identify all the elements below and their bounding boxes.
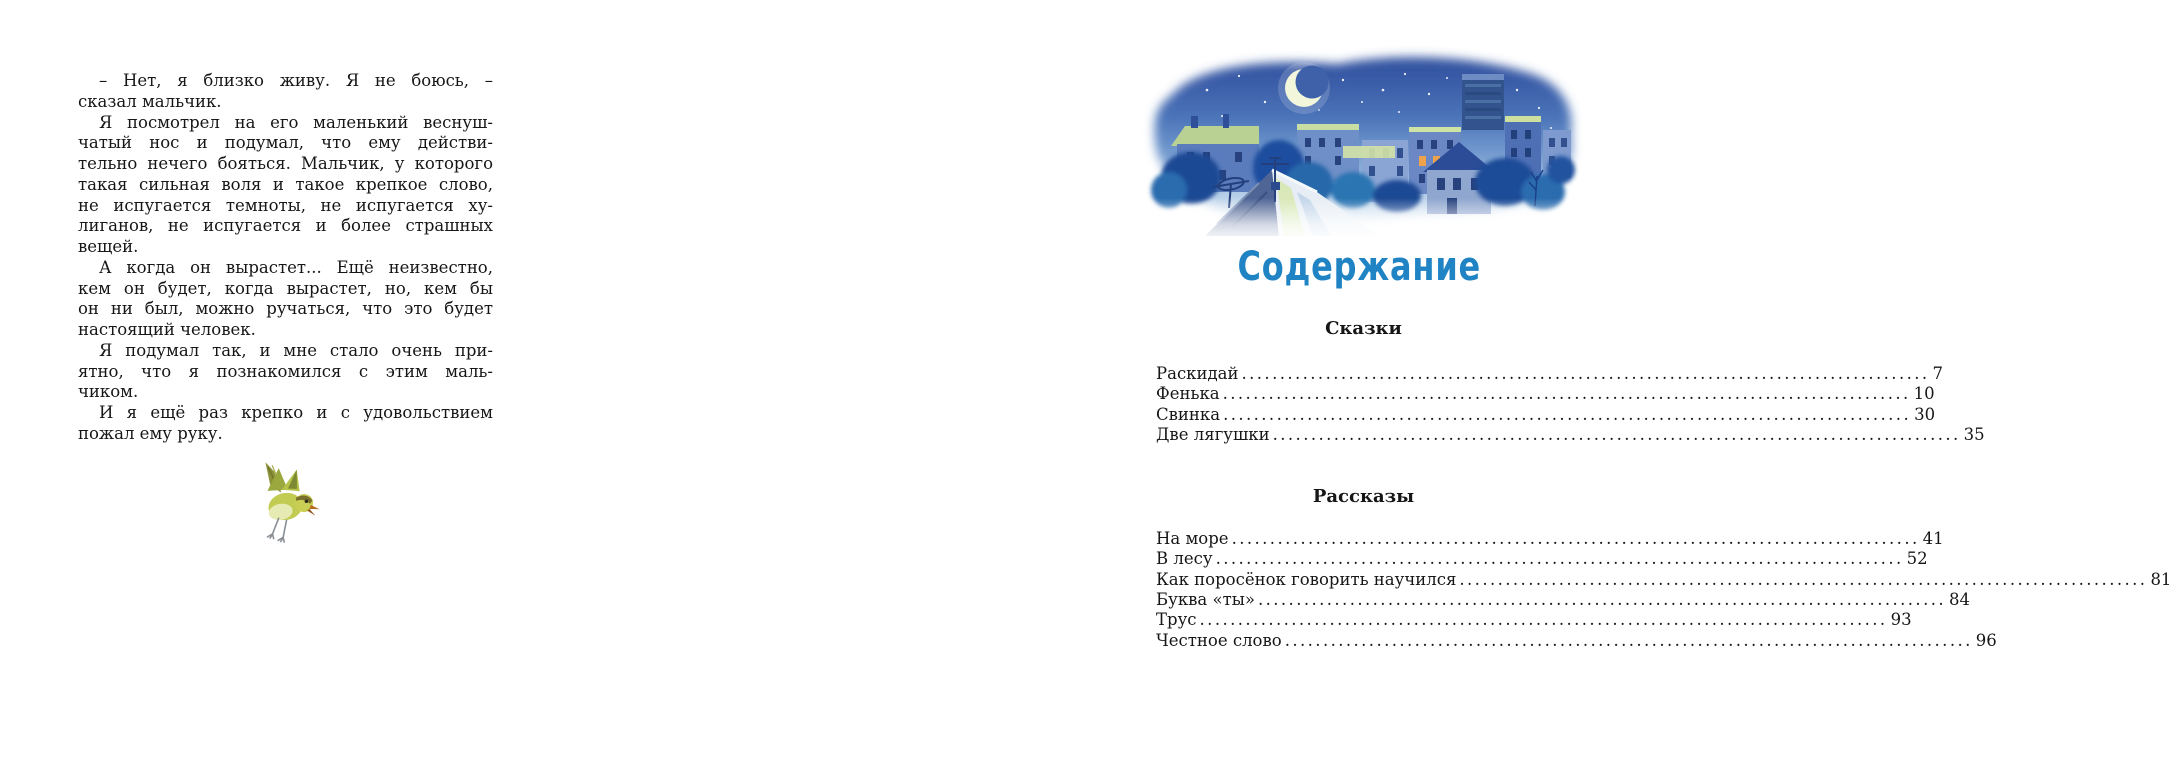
dot-leader (1200, 610, 1888, 630)
text-line: И я ещё раз крепко и с удовольствием (99, 403, 493, 422)
entry-title: Две лягушки (1156, 424, 1270, 444)
entry-title: Честное слово (1156, 630, 1282, 650)
entry-page-number: 96 (1975, 630, 1997, 650)
entry-title: Раскидай (1156, 364, 1239, 383)
text-line: кем он будет, когда вырастет, но, кем бы (78, 278, 493, 298)
toc-entry (1156, 529, 1944, 549)
right-page (549, 0, 2171, 783)
tower-building (1462, 74, 1504, 130)
moon (1278, 62, 1330, 114)
table-of-contents (1156, 318, 2171, 651)
bottom-fade (1147, 198, 1579, 242)
toc-title-text: Содержание (1237, 244, 1481, 290)
paragraph (78, 403, 493, 445)
text-line: он ни был, можно ручаться, что это будет (78, 299, 493, 319)
toc-entry (1156, 549, 1928, 569)
toc-entry (1156, 630, 1997, 651)
text-line: не испугается темноты, не испугается ху- (78, 195, 493, 215)
entry-page-number: 10 (1913, 384, 1935, 404)
entry-title: Свинка (1156, 404, 1221, 424)
dot-leader (1232, 529, 1920, 549)
text-line: – Нет, я близко живу. Я не боюсь, – (99, 71, 493, 90)
toc-entry (1156, 424, 1985, 445)
bird-beak (309, 505, 319, 510)
text-line: вещей. (78, 237, 139, 256)
text-line: Я посмотрел на его маленький веснуш- (99, 112, 493, 132)
entry-page-number: 93 (1890, 610, 1912, 630)
entry-title: Трус (1156, 610, 1197, 630)
paragraph (78, 341, 493, 403)
toc-title (1147, 243, 1571, 291)
dot-leader (1459, 570, 2147, 590)
text-line: чиком. (78, 382, 139, 402)
text-line: такая сильная воля и такое крепкое слово, (78, 174, 493, 194)
left-page (0, 0, 549, 783)
toc-entry (1156, 384, 1935, 404)
paragraph (78, 258, 493, 341)
text-line: чатый нос и подумал, что ему действи- (78, 133, 493, 153)
toc-entry (1156, 404, 1936, 425)
text-line: Я подумал так, и мне стало очень при- (99, 340, 493, 360)
paragraph (78, 113, 493, 258)
entry-title: В лесу (1156, 549, 1213, 569)
section-heading: Рассказы (1312, 486, 1415, 508)
entry-title: Фенька (1156, 384, 1220, 404)
entry-title: Как поросёнок говорить научился (1156, 569, 1457, 589)
entry-page-number: 41 (1922, 529, 1944, 549)
entry-page-number: 84 (1949, 590, 1971, 610)
toc-entry (1156, 590, 1971, 610)
dot-leader (1241, 364, 1929, 384)
bird-illustration (247, 464, 331, 556)
text-line: пожал ему руку. (78, 423, 223, 443)
toc-entry (1156, 610, 1912, 630)
text-line: сказал мальчик. (78, 91, 222, 111)
section-heading: Сказки (1325, 318, 1402, 339)
dot-leader (1223, 405, 1911, 425)
text-line: тельно нечего бояться. Мальчик, у которого (78, 154, 493, 173)
dot-leader (1258, 590, 1946, 610)
text-line: лиганов, не испугается и более страшных (78, 216, 493, 236)
dot-leader (1223, 384, 1911, 404)
entry-title: Буква «ты» (1156, 590, 1255, 610)
entry-title: На море (1156, 529, 1229, 549)
paragraph (78, 71, 493, 113)
dot-leader (1273, 425, 1961, 445)
night-city-illustration (1147, 50, 1579, 242)
story-text (78, 71, 493, 445)
entry-page-number: 7 (1932, 364, 1944, 383)
text-line: настоящий человек. (78, 320, 256, 339)
entry-page-number: 81 (2150, 569, 2171, 589)
text-line: А когда он вырастет... Ещё неизвестно, (99, 257, 493, 277)
entry-page-number: 35 (1963, 424, 1985, 444)
toc-entry (1156, 364, 1944, 384)
toc-entry (1156, 569, 2171, 590)
toc-section (1156, 486, 2171, 651)
entry-page-number: 30 (1914, 404, 1936, 424)
dot-leader (1285, 631, 1973, 651)
text-line: ятно, что я познакомился с этим маль- (78, 361, 493, 381)
toc-section (1156, 318, 1985, 445)
entry-page-number: 52 (1906, 549, 1928, 569)
dot-leader (1216, 549, 1904, 569)
